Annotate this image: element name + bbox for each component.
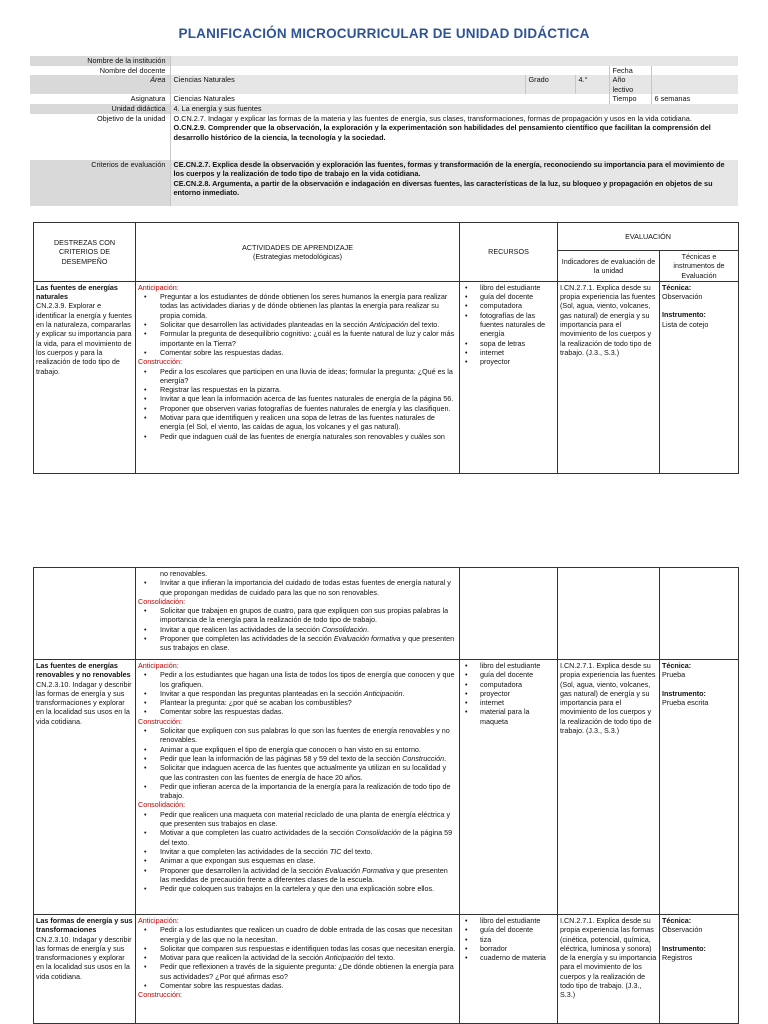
- recurso-item: • libro del estudiante: [462, 916, 555, 925]
- indicador-cell: I.CN.2.7.1. Explica desde su propia experiencia las formas (cinética, potencial, química, eléctrica, luminosa y sonora) de la energía y su importancia para el movimiento de los cuerpos y la realización de todo tipo de trabajo. (J.3., S.3.): [558, 915, 660, 1024]
- table-row: [34, 281, 739, 473]
- list-item: [138, 953, 457, 962]
- unidad-label: Unidad didáctica: [30, 104, 170, 114]
- consolidacion-label: Consolidación:: [138, 596, 186, 606]
- objetivo-value: [170, 114, 738, 160]
- recurso-item: • computadora: [462, 301, 555, 310]
- anticipacion-label: Anticipación:: [138, 282, 179, 292]
- indicador-cell: I.CN.2.7.1. Explica desde su propia experiencia las fuentes (Sol, agua, viento, volcanes, gas natural) de energía y su importancia para el movimiento de los cuerpos y la realización de todo tipo de trabajo. (J.3., S.3.): [558, 660, 660, 915]
- destreza-desc: CN.2.3.9. Explorar e identificar la energía y fuentes en la naturaleza, compararlas y explicar su importancia para la vida, para el movimiento de los cuerpos y para la realización de todo tipo de trabajo.: [36, 301, 132, 376]
- list-item: • Animar a que expliquen el tipo de energía que conocen o han visto en su entorno.: [138, 745, 457, 754]
- recursos-list: [462, 916, 555, 962]
- objetivo-label: Objetivo de la unidad: [96, 113, 166, 123]
- list-item: • Registrar las respuestas en la pizarra.: [138, 385, 457, 394]
- tecnica-value: Observación: [662, 925, 703, 935]
- list-item: • Pedir a los escolares que participen en una lluvia de ideas; formular la pregunta: ¿Qué es la energía?: [138, 367, 457, 386]
- tecnica-cell: [660, 281, 739, 473]
- recurso-item: • cuaderno de materia: [462, 953, 555, 962]
- instrumento-value: Prueba escrita: [662, 697, 709, 707]
- info-table: [30, 56, 738, 206]
- list-item: • Plantear la pregunta: ¿por qué se acaban los combustibles?: [138, 698, 457, 707]
- list-item: • Pedir que infieran acerca de la importancia de la energía para la realización de todo tipo de trabajo.: [138, 782, 457, 801]
- indicador-cell: [558, 568, 660, 660]
- header-recursos: RECURSOS: [460, 223, 558, 282]
- list-item-text: Motivar a que completen las cuatro actividades de la sección: [160, 828, 356, 838]
- list-item: [138, 689, 457, 698]
- section-name: Anticipación: [363, 688, 403, 698]
- recurso-item: • proyector: [462, 689, 555, 698]
- criterios-label: Criterios de evaluación: [30, 160, 170, 206]
- list-item: • Solicitar que comparen sus respuestas e identifiquen todas las cosas que necesitan energía.: [138, 944, 457, 953]
- recurso-item: • guía del docente: [462, 292, 555, 301]
- header-estrategias: (Estrategias metodológicas): [252, 251, 343, 261]
- list-item: • Pedir que realicen una maqueta con material reciclado de una planta de energía eléctrica y que presenten sus trabajos en clase.: [138, 810, 457, 829]
- list-item: • Proponer que observen varias fotografías de fuentes naturales de energía y las clasifiquen.: [138, 404, 457, 413]
- list-item: • Motivar para que identifiquen y realicen una sopa de letras de las fuentes naturales de energía (el Sol, el viento, las caídas de agua, los volcanes y el gas natural).: [138, 413, 457, 432]
- tiempo-value: 6 semanas: [651, 94, 738, 104]
- list-item: • Comentar sobre las respuestas dadas.: [138, 707, 457, 716]
- actividades-cell: [136, 568, 460, 660]
- fecha-value: [651, 66, 738, 76]
- recurso-item: • libro del estudiante: [462, 283, 555, 292]
- recurso-item: • guía del docente: [462, 925, 555, 934]
- recursos-list: [462, 661, 555, 726]
- instrumento-value: Lista de cotejo: [662, 319, 709, 329]
- list-item: • Solicitar que expliquen con sus palabras lo que son las fuentes de energía renovables y no renovables.: [138, 726, 457, 745]
- section-name: Evaluación Formativa: [325, 865, 395, 875]
- list-item-text: Invitar a que realicen las actividades de la sección: [160, 624, 322, 634]
- indicador-cell: I.CN.2.7.1. Explica desde su propia experiencia las fuentes (Sol, agua, viento, volcanes, gas natural) de energía y su importancia para el movimiento de los cuerpos y la realización de todo tipo de trabajo. (J.3., S.3.): [558, 281, 660, 473]
- header-tecnicas: Técnicas e instrumentos de Evaluación: [660, 251, 739, 282]
- criterios-value: [170, 160, 738, 206]
- destreza-cell: [34, 281, 136, 473]
- list-item-text: Solicitar que desarrollen las actividades planteadas en la sección: [160, 320, 370, 330]
- recurso-item: • internet: [462, 348, 555, 357]
- criterio-1: CE.CN.2.7. Explica desde la observación y exploración las fuentes, formas y transformación de la energía, reconociendo su importancia para el movimiento de los cuerpos y la realización de todo tipo de trabajo en la vida cotidiana.: [173, 159, 725, 179]
- anticipacion-label: Anticipación:: [138, 916, 179, 925]
- header-evaluacion: EVALUACIÓN: [558, 223, 739, 251]
- destreza-desc: CN.2.3.10. Indagar y describir las formas de energía y sus transformaciones y explorar en la localidad sus usos en la vida cotidiana.: [36, 934, 132, 981]
- construccion-label: Construcción:: [138, 990, 182, 1000]
- list-item: [138, 634, 457, 653]
- list-item-text: del texto.: [363, 953, 395, 963]
- list-item: • Pedir que reflexionen a través de la siguiente pregunta: ¿De dónde obtienen la energía para sus actividades? ¿Por qué afirmas eso?: [138, 962, 457, 981]
- list-item: • Comentar sobre las respuestas dadas.: [138, 981, 457, 990]
- list-item-text: Proponer que desarrollen la actividad de la sección: [160, 865, 326, 875]
- list-item-text: .: [444, 753, 447, 763]
- tecnica-cell: [660, 915, 739, 1024]
- destreza-desc: CN.2.3.10. Indagar y describir las formas de energía y sus transformaciones y explorar en la localidad sus usos en la vida cotidiana.: [36, 679, 132, 726]
- table-row: [34, 660, 739, 915]
- recurso-item: • tiza: [462, 935, 555, 944]
- list-item-text: Invitar a que respondan las preguntas planteadas en la sección: [160, 688, 364, 698]
- recurso-item: • libro del estudiante: [462, 661, 555, 670]
- list-item-text: Pedir que lean la información de las páginas 58 y 59 del texto de la sección: [160, 753, 403, 763]
- anio-label: Año lectivo: [609, 75, 651, 94]
- unidad-value: 4. La energía y sus fuentes: [170, 104, 738, 114]
- list-item-text: Proponer que completen las actividades de la sección: [160, 634, 334, 644]
- list-item: [138, 625, 457, 634]
- instrumento-label: Instrumento:: [662, 943, 706, 953]
- list-item: • Pedir a los estudiantes que hagan una lista de todos los tipos de energía que conocen y que los grafiquen.: [138, 670, 457, 689]
- destreza-title: Las formas de energía y sus transformaciones: [36, 916, 133, 935]
- construccion-label: Construcción:: [138, 357, 182, 367]
- recursos-list: [462, 283, 555, 367]
- section-name: Construcción: [402, 753, 445, 763]
- list-item-text: de la página 59 del texto.: [160, 828, 453, 847]
- consolidacion-label: Consolidación:: [138, 800, 186, 810]
- header-actividades: [136, 223, 460, 282]
- recursos-cell: [460, 915, 558, 1024]
- destreza-title: Las fuentes de energías renovables y no renovables: [36, 661, 131, 680]
- criterio-2: CE.CN.2.8. Argumenta, a partir de la observación e indagación en diversas fuentes, las características de la luz, su bloqueo y propagación en objetos de su entorno inmediato.: [173, 178, 713, 198]
- table-row: [34, 915, 739, 1024]
- header-destrezas: DESTREZAS CON CRITERIOS DE DESEMPEÑO: [34, 223, 136, 282]
- construccion-label: Construcción:: [138, 716, 182, 726]
- destreza-cell: [34, 660, 136, 915]
- list-item: [138, 754, 457, 763]
- list-item: • Solicitar que trabajen en grupos de cuatro, para que expliquen con sus propias palabras la importancia de la energía para la realización de todo tipo de trabajo.: [138, 606, 457, 625]
- grado-value: 4.°: [575, 75, 609, 94]
- tecnica-cell: [660, 660, 739, 915]
- tecnica-value: Prueba: [662, 670, 686, 680]
- asignatura-label: Asignatura: [130, 94, 166, 104]
- header-actividades-title: ACTIVIDADES DE APRENDIZAJE: [241, 242, 354, 252]
- recursos-cell: [460, 568, 558, 660]
- destreza-cell: [34, 568, 136, 660]
- tecnica-cell: [660, 568, 739, 660]
- instrumento-label: Instrumento:: [662, 688, 706, 698]
- list-item: • Invitar a que lean la información acerca de las fuentes naturales de energía de la página 56.: [138, 394, 457, 403]
- section-name: TIC: [329, 846, 342, 856]
- list-item: [138, 847, 457, 856]
- actividades-cell: [136, 281, 460, 473]
- tecnica-value: Observación: [662, 292, 703, 302]
- asignatura-value: Ciencias Naturales: [170, 94, 609, 104]
- recurso-item: • sopa de letras: [462, 339, 555, 348]
- actividades-cell: [136, 660, 460, 915]
- list-item: • Formular la pregunta de desequilibrio cognitivo: ¿cuál es la fuente natural de luz y calor más importante en la Tierra?: [138, 329, 457, 348]
- list-item: [138, 866, 457, 885]
- fecha-label: Fecha: [609, 66, 651, 76]
- planning-table-part-1: [33, 222, 739, 474]
- list-item-text: del texto.: [408, 320, 440, 330]
- tecnica-label: Técnica:: [662, 916, 692, 925]
- list-item: • Pedir que coloquen sus trabajos en la cartelera y que den una explicación sobre ellos.: [138, 884, 457, 893]
- recurso-item: • fotografías de las fuentes naturales de energía: [462, 311, 555, 339]
- list-item: • Invitar a que infieran la importancia del cuidado de todas estas fuentes de energía natural y que propongan medidas de cuidado para las que no son renovables.: [138, 578, 457, 597]
- list-item-text: .: [366, 624, 369, 634]
- list-item-text: Motivar para que realicen la actividad de la sección: [160, 953, 326, 963]
- list-item-text: y que presenten sus trabajos en clase.: [160, 634, 455, 653]
- instrumento-value: Registros: [662, 952, 693, 962]
- destreza-cell: [34, 915, 136, 1024]
- tecnica-label: Técnica:: [662, 661, 692, 670]
- list-item-text: Invitar a que completen las actividades de la sección: [160, 846, 330, 856]
- destreza-title: Las fuentes de energías naturales: [36, 282, 118, 302]
- instrumento-label: Instrumento:: [662, 310, 706, 320]
- planning-table-part-2: [33, 567, 739, 915]
- recurso-item: • proyector: [462, 357, 555, 366]
- section-name: Consolidación: [321, 624, 367, 634]
- objetivo-1: O.CN.2.7. Indagar y explicar las formas de la materia y las fuentes de energía, sus clases, transformaciones, formas de propagación y usos en la vida cotidiana.: [173, 113, 692, 123]
- list-item: • Pedir a los estudiantes que realicen un cuadro de doble entrada de las cosas que necesitan energía y de las que no la necesitan.: [138, 925, 457, 944]
- recurso-item: • guía del docente: [462, 670, 555, 679]
- recurso-item: • internet: [462, 698, 555, 707]
- recurso-item: • material para la maqueta: [462, 707, 555, 726]
- recursos-cell: [460, 660, 558, 915]
- institucion-label: Nombre de la institución: [30, 56, 170, 66]
- tecnica-label: Técnica:: [662, 282, 692, 292]
- header-indicadores: Indicadores de evaluación de la unidad: [558, 251, 660, 282]
- list-item-text: y que presenten las medidas de precaución frente a diferentes clases de la escuela.: [160, 865, 448, 884]
- recurso-item: • computadora: [462, 680, 555, 689]
- recurso-item: • borrador: [462, 944, 555, 953]
- page-title: PLANIFICACIÓN MICROCURRICULAR DE UNIDAD DIDÁCTICA: [178, 26, 590, 41]
- section-name: Consolidación: [355, 828, 401, 838]
- section-name: Evaluación formativa: [333, 634, 401, 644]
- area-label: Área: [30, 75, 170, 94]
- anticipacion-label: Anticipación:: [138, 661, 179, 670]
- list-item: [138, 828, 457, 847]
- list-item: [138, 320, 457, 329]
- list-item-text: del texto.: [341, 846, 373, 856]
- objetivo-2: O.CN.2.9. Comprender que la observación, la exploración y la experimentación son habilidades del pensamiento científico que facilitan la comprensión del desarrollo histórico de la ciencia, la tecnología y la sociedad.: [173, 123, 711, 142]
- actividades-cell: [136, 915, 460, 1024]
- planning-table-part-3: [33, 914, 739, 1024]
- docente-label: Nombre del docente: [99, 65, 166, 75]
- list-item-text: .: [402, 688, 405, 698]
- list-item: • Comentar sobre las respuestas dadas.: [138, 348, 457, 357]
- institucion-value: [170, 56, 738, 66]
- continuation-text: no renovables.: [160, 569, 208, 578]
- list-item: • Solicitar que indaguen acerca de las fuentes que actualmente ya utilizan en su localidad y que las contrasten con las fuentes de energía de hace 20 años.: [138, 763, 457, 782]
- table-row: [34, 568, 739, 660]
- docente-value: [170, 66, 609, 76]
- list-item: • Preguntar a los estudiantes de dónde obtienen los seres humanos la energía para realizar todas las actividades diarias y de dónde obtienen las plantas la energía para realizar su propia comida.: [138, 292, 457, 320]
- list-item: • Pedir que indaguen cuál de las fuentes de energía naturales son renovables y cuáles son: [138, 432, 457, 441]
- anio-value: [651, 75, 738, 94]
- section-name: Anticipación: [369, 320, 409, 330]
- recursos-cell: [460, 281, 558, 473]
- area-value: Ciencias Naturales: [170, 75, 525, 94]
- section-name: Anticipación: [325, 953, 364, 963]
- tiempo-label: Tiempo: [609, 94, 651, 104]
- list-item: • Animar a que expongan sus esquemas en clase.: [138, 856, 457, 865]
- grado-label: Grado: [525, 75, 575, 94]
